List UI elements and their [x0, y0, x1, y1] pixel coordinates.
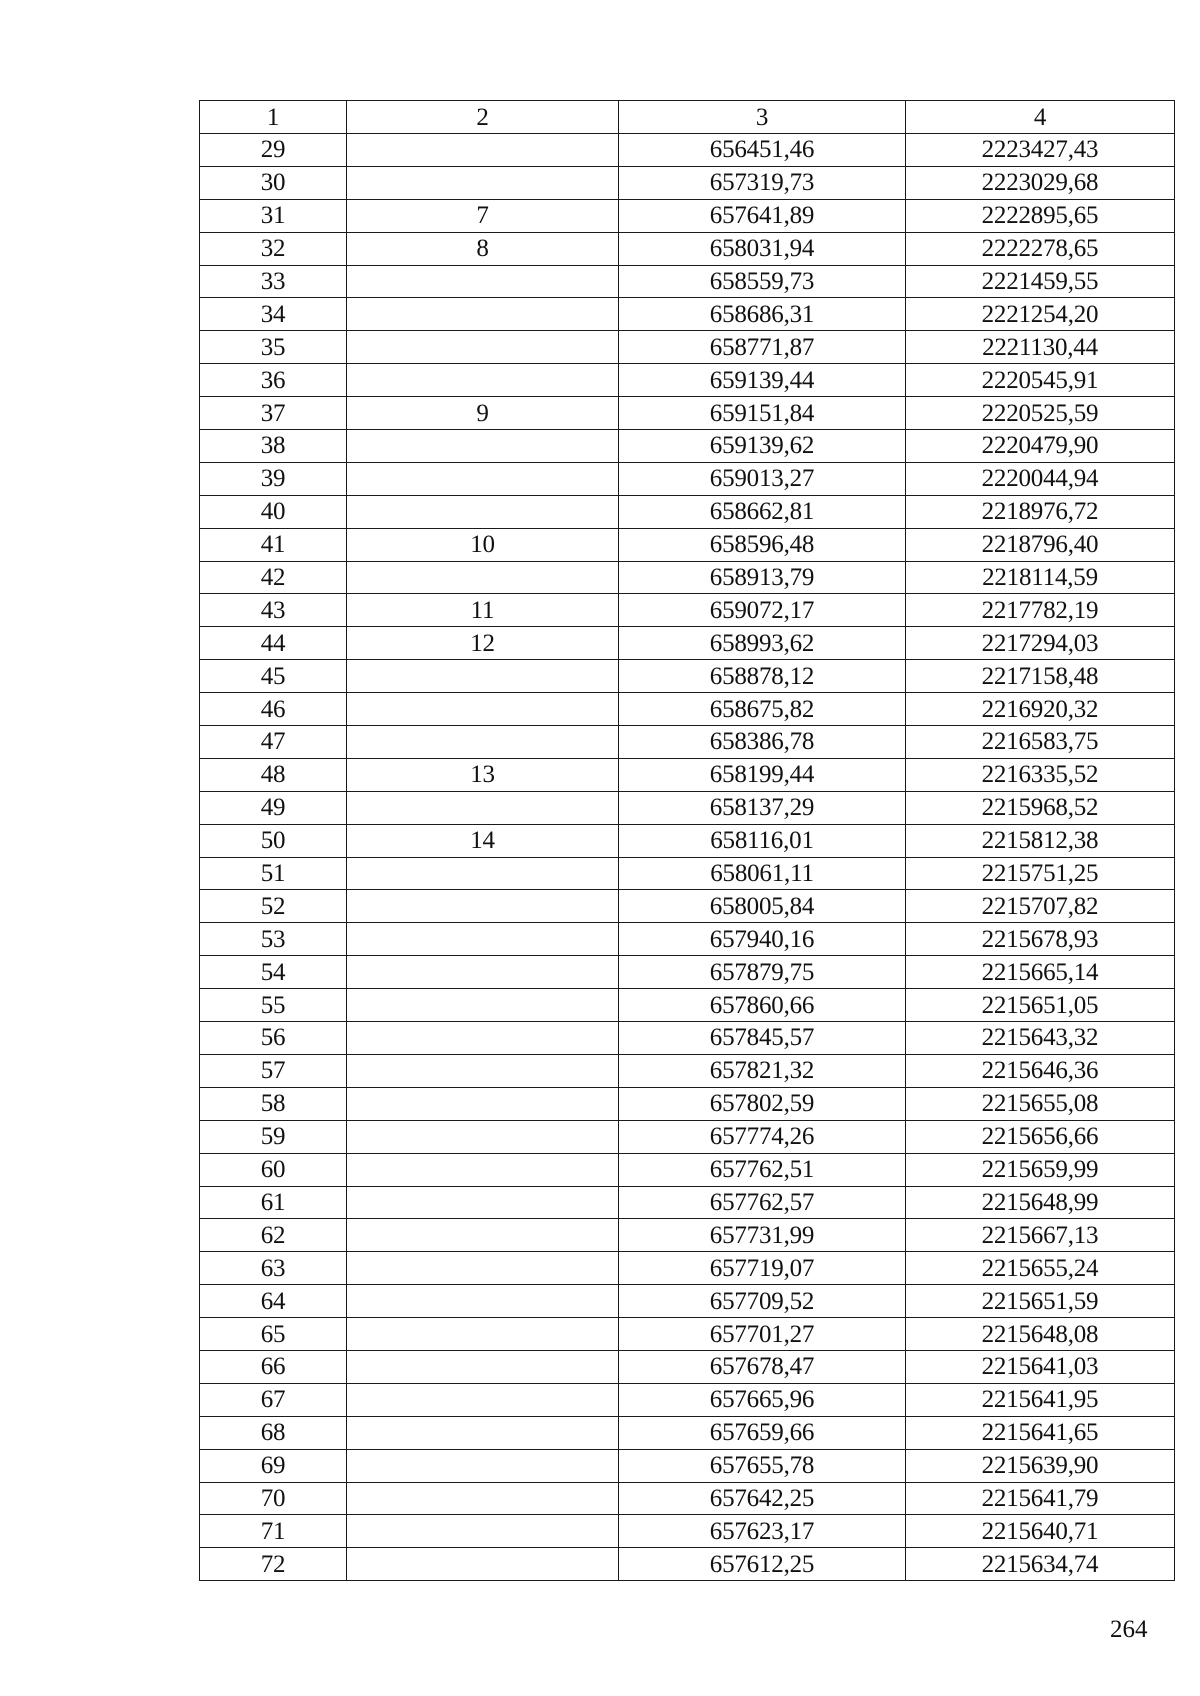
table-row [200, 397, 1175, 430]
y-coordinate-cell: 2223427,43 [906, 134, 1175, 167]
x-coordinate-cell: 659151,84 [619, 397, 906, 430]
row-number-cell: 72 [200, 1548, 347, 1581]
x-coordinate-cell: 658005,84 [619, 890, 906, 923]
x-coordinate-cell: 658993,62 [619, 627, 906, 660]
group-number-cell [347, 1383, 619, 1416]
row-number-cell: 56 [200, 1022, 347, 1055]
x-coordinate-cell: 658675,82 [619, 693, 906, 726]
y-coordinate-cell: 2215667,13 [906, 1219, 1175, 1252]
row-number-cell: 43 [200, 594, 347, 627]
row-number-cell: 65 [200, 1318, 347, 1351]
group-number-cell: 11 [347, 594, 619, 627]
y-coordinate-cell: 2215812,38 [906, 824, 1175, 857]
group-number-cell [347, 1252, 619, 1285]
x-coordinate-cell: 658031,94 [619, 232, 906, 265]
x-coordinate-cell: 659072,17 [619, 594, 906, 627]
table-row [200, 298, 1175, 331]
x-coordinate-cell: 657879,75 [619, 956, 906, 989]
group-number-cell [347, 956, 619, 989]
table-row [200, 495, 1175, 528]
group-number-cell [347, 726, 619, 759]
table-row [200, 1449, 1175, 1482]
y-coordinate-cell: 2218114,59 [906, 561, 1175, 594]
column-header-4: 4 [906, 101, 1175, 134]
y-coordinate-cell: 2215665,14 [906, 956, 1175, 989]
table-row [200, 989, 1175, 1022]
row-number-cell: 66 [200, 1350, 347, 1383]
x-coordinate-cell: 657821,32 [619, 1054, 906, 1087]
group-number-cell [347, 134, 619, 167]
y-coordinate-cell: 2215634,74 [906, 1548, 1175, 1581]
y-coordinate-cell: 2217158,48 [906, 660, 1175, 693]
group-number-cell: 8 [347, 232, 619, 265]
y-coordinate-cell: 2215646,36 [906, 1054, 1175, 1087]
table-row [200, 331, 1175, 364]
row-number-cell: 57 [200, 1054, 347, 1087]
group-number-cell [347, 1219, 619, 1252]
column-header-1: 1 [200, 101, 347, 134]
x-coordinate-cell: 659139,44 [619, 364, 906, 397]
y-coordinate-cell: 2218976,72 [906, 495, 1175, 528]
x-coordinate-cell: 658137,29 [619, 791, 906, 824]
row-number-cell: 35 [200, 331, 347, 364]
x-coordinate-cell: 657319,73 [619, 166, 906, 199]
table-row [200, 462, 1175, 495]
page-number: 264 [1110, 1616, 1148, 1643]
table-row [200, 561, 1175, 594]
x-coordinate-cell: 657709,52 [619, 1285, 906, 1318]
y-coordinate-cell: 2216583,75 [906, 726, 1175, 759]
table-row [200, 1087, 1175, 1120]
row-number-cell: 30 [200, 166, 347, 199]
table-row [200, 758, 1175, 791]
row-number-cell: 53 [200, 923, 347, 956]
row-number-cell: 61 [200, 1186, 347, 1219]
x-coordinate-cell: 657665,96 [619, 1383, 906, 1416]
group-number-cell [347, 1350, 619, 1383]
table-row [200, 199, 1175, 232]
table-row [200, 1186, 1175, 1219]
row-number-cell: 38 [200, 430, 347, 463]
y-coordinate-cell: 2215640,71 [906, 1515, 1175, 1548]
group-number-cell: 7 [347, 199, 619, 232]
row-number-cell: 49 [200, 791, 347, 824]
y-coordinate-cell: 2216920,32 [906, 693, 1175, 726]
group-number-cell [347, 1120, 619, 1153]
table-row [200, 1120, 1175, 1153]
table-row [200, 1515, 1175, 1548]
table-row [200, 693, 1175, 726]
table-row [200, 1548, 1175, 1581]
table-row [200, 1054, 1175, 1087]
table-row [200, 1416, 1175, 1449]
group-number-cell [347, 1515, 619, 1548]
row-number-cell: 40 [200, 495, 347, 528]
x-coordinate-cell: 657860,66 [619, 989, 906, 1022]
group-number-cell: 12 [347, 627, 619, 660]
y-coordinate-cell: 2215641,79 [906, 1482, 1175, 1515]
group-number-cell [347, 890, 619, 923]
row-number-cell: 48 [200, 758, 347, 791]
row-number-cell: 37 [200, 397, 347, 430]
row-number-cell: 36 [200, 364, 347, 397]
row-number-cell: 41 [200, 528, 347, 561]
x-coordinate-cell: 657731,99 [619, 1219, 906, 1252]
x-coordinate-cell: 657940,16 [619, 923, 906, 956]
x-coordinate-cell: 657642,25 [619, 1482, 906, 1515]
row-number-cell: 33 [200, 265, 347, 298]
y-coordinate-cell: 2221130,44 [906, 331, 1175, 364]
y-coordinate-cell: 2222278,65 [906, 232, 1175, 265]
group-number-cell [347, 1285, 619, 1318]
y-coordinate-cell: 2215651,59 [906, 1285, 1175, 1318]
x-coordinate-cell: 658116,01 [619, 824, 906, 857]
x-coordinate-cell: 657612,25 [619, 1548, 906, 1581]
x-coordinate-cell: 658061,11 [619, 857, 906, 890]
group-number-cell: 14 [347, 824, 619, 857]
x-coordinate-cell: 657774,26 [619, 1120, 906, 1153]
row-number-cell: 39 [200, 462, 347, 495]
row-number-cell: 51 [200, 857, 347, 890]
table-row [200, 364, 1175, 397]
y-coordinate-cell: 2221254,20 [906, 298, 1175, 331]
y-coordinate-cell: 2215648,08 [906, 1318, 1175, 1351]
row-number-cell: 52 [200, 890, 347, 923]
row-number-cell: 63 [200, 1252, 347, 1285]
y-coordinate-cell: 2217294,03 [906, 627, 1175, 660]
row-number-cell: 29 [200, 134, 347, 167]
x-coordinate-cell: 658771,87 [619, 331, 906, 364]
y-coordinate-cell: 2215656,66 [906, 1120, 1175, 1153]
y-coordinate-cell: 2215655,24 [906, 1252, 1175, 1285]
y-coordinate-cell: 2217782,19 [906, 594, 1175, 627]
table-row [200, 265, 1175, 298]
table-row [200, 1350, 1175, 1383]
x-coordinate-cell: 658662,81 [619, 495, 906, 528]
x-coordinate-cell: 659013,27 [619, 462, 906, 495]
coordinates-table-body [200, 101, 1175, 1581]
group-number-cell [347, 857, 619, 890]
x-coordinate-cell: 657623,17 [619, 1515, 906, 1548]
group-number-cell [347, 265, 619, 298]
y-coordinate-cell: 2215641,03 [906, 1350, 1175, 1383]
table-row [200, 726, 1175, 759]
table-row [200, 890, 1175, 923]
table-row [200, 134, 1175, 167]
row-number-cell: 47 [200, 726, 347, 759]
y-coordinate-cell: 2215751,25 [906, 857, 1175, 890]
y-coordinate-cell: 2220479,90 [906, 430, 1175, 463]
table-row [200, 627, 1175, 660]
group-number-cell [347, 1186, 619, 1219]
row-number-cell: 32 [200, 232, 347, 265]
row-number-cell: 71 [200, 1515, 347, 1548]
y-coordinate-cell: 2220525,59 [906, 397, 1175, 430]
x-coordinate-cell: 659139,62 [619, 430, 906, 463]
x-coordinate-cell: 657762,51 [619, 1153, 906, 1186]
row-number-cell: 64 [200, 1285, 347, 1318]
y-coordinate-cell: 2215659,99 [906, 1153, 1175, 1186]
table-row [200, 956, 1175, 989]
y-coordinate-cell: 2215641,65 [906, 1416, 1175, 1449]
group-number-cell [347, 1054, 619, 1087]
column-header-2: 2 [347, 101, 619, 134]
group-number-cell [347, 1153, 619, 1186]
y-coordinate-cell: 2220545,91 [906, 364, 1175, 397]
x-coordinate-cell: 657845,57 [619, 1022, 906, 1055]
group-number-cell: 9 [347, 397, 619, 430]
table-row [200, 1219, 1175, 1252]
group-number-cell [347, 1087, 619, 1120]
table-row [200, 660, 1175, 693]
y-coordinate-cell: 2223029,68 [906, 166, 1175, 199]
header-row [200, 101, 1175, 134]
row-number-cell: 69 [200, 1449, 347, 1482]
row-number-cell: 68 [200, 1416, 347, 1449]
table-row [200, 166, 1175, 199]
group-number-cell [347, 923, 619, 956]
table-row [200, 791, 1175, 824]
table-row [200, 594, 1175, 627]
row-number-cell: 45 [200, 660, 347, 693]
y-coordinate-cell: 2220044,94 [906, 462, 1175, 495]
row-number-cell: 60 [200, 1153, 347, 1186]
table-row [200, 1252, 1175, 1285]
row-number-cell: 42 [200, 561, 347, 594]
x-coordinate-cell: 658913,79 [619, 561, 906, 594]
row-number-cell: 62 [200, 1219, 347, 1252]
row-number-cell: 67 [200, 1383, 347, 1416]
y-coordinate-cell: 2222895,65 [906, 199, 1175, 232]
row-number-cell: 44 [200, 627, 347, 660]
y-coordinate-cell: 2215678,93 [906, 923, 1175, 956]
x-coordinate-cell: 656451,46 [619, 134, 906, 167]
group-number-cell [347, 430, 619, 463]
x-coordinate-cell: 658878,12 [619, 660, 906, 693]
row-number-cell: 70 [200, 1482, 347, 1515]
table-row [200, 923, 1175, 956]
column-header-3: 3 [619, 101, 906, 134]
group-number-cell [347, 1449, 619, 1482]
row-number-cell: 50 [200, 824, 347, 857]
x-coordinate-cell: 657701,27 [619, 1318, 906, 1351]
group-number-cell [347, 166, 619, 199]
x-coordinate-cell: 658199,44 [619, 758, 906, 791]
table-row [200, 430, 1175, 463]
x-coordinate-cell: 657762,57 [619, 1186, 906, 1219]
table-row [200, 1318, 1175, 1351]
x-coordinate-cell: 658559,73 [619, 265, 906, 298]
row-number-cell: 31 [200, 199, 347, 232]
x-coordinate-cell: 658596,48 [619, 528, 906, 561]
x-coordinate-cell: 657659,66 [619, 1416, 906, 1449]
x-coordinate-cell: 658386,78 [619, 726, 906, 759]
y-coordinate-cell: 2215655,08 [906, 1087, 1175, 1120]
y-coordinate-cell: 2215641,95 [906, 1383, 1175, 1416]
group-number-cell: 10 [347, 528, 619, 561]
group-number-cell [347, 331, 619, 364]
y-coordinate-cell: 2215707,82 [906, 890, 1175, 923]
row-number-cell: 58 [200, 1087, 347, 1120]
group-number-cell [347, 693, 619, 726]
table-row [200, 857, 1175, 890]
x-coordinate-cell: 657641,89 [619, 199, 906, 232]
group-number-cell [347, 1416, 619, 1449]
table-row [200, 1285, 1175, 1318]
table-row [200, 528, 1175, 561]
y-coordinate-cell: 2215643,32 [906, 1022, 1175, 1055]
x-coordinate-cell: 657655,78 [619, 1449, 906, 1482]
table-row [200, 232, 1175, 265]
group-number-cell [347, 791, 619, 824]
row-number-cell: 54 [200, 956, 347, 989]
y-coordinate-cell: 2215968,52 [906, 791, 1175, 824]
y-coordinate-cell: 2216335,52 [906, 758, 1175, 791]
group-number-cell [347, 660, 619, 693]
table-row [200, 1383, 1175, 1416]
y-coordinate-cell: 2215651,05 [906, 989, 1175, 1022]
group-number-cell [347, 364, 619, 397]
y-coordinate-cell: 2218796,40 [906, 528, 1175, 561]
x-coordinate-cell: 657678,47 [619, 1350, 906, 1383]
x-coordinate-cell: 657802,59 [619, 1087, 906, 1120]
row-number-cell: 34 [200, 298, 347, 331]
y-coordinate-cell: 2221459,55 [906, 265, 1175, 298]
coordinates-table [199, 100, 1175, 1581]
group-number-cell [347, 1022, 619, 1055]
table-row [200, 1482, 1175, 1515]
group-number-cell [347, 561, 619, 594]
x-coordinate-cell: 657719,07 [619, 1252, 906, 1285]
group-number-cell [347, 989, 619, 1022]
group-number-cell [347, 1548, 619, 1581]
y-coordinate-cell: 2215639,90 [906, 1449, 1175, 1482]
row-number-cell: 55 [200, 989, 347, 1022]
table-row [200, 824, 1175, 857]
row-number-cell: 46 [200, 693, 347, 726]
y-coordinate-cell: 2215648,99 [906, 1186, 1175, 1219]
row-number-cell: 59 [200, 1120, 347, 1153]
table-row [200, 1153, 1175, 1186]
table-row [200, 1022, 1175, 1055]
group-number-cell [347, 298, 619, 331]
group-number-cell: 13 [347, 758, 619, 791]
group-number-cell [347, 1318, 619, 1351]
group-number-cell [347, 495, 619, 528]
group-number-cell [347, 1482, 619, 1515]
group-number-cell [347, 462, 619, 495]
x-coordinate-cell: 658686,31 [619, 298, 906, 331]
